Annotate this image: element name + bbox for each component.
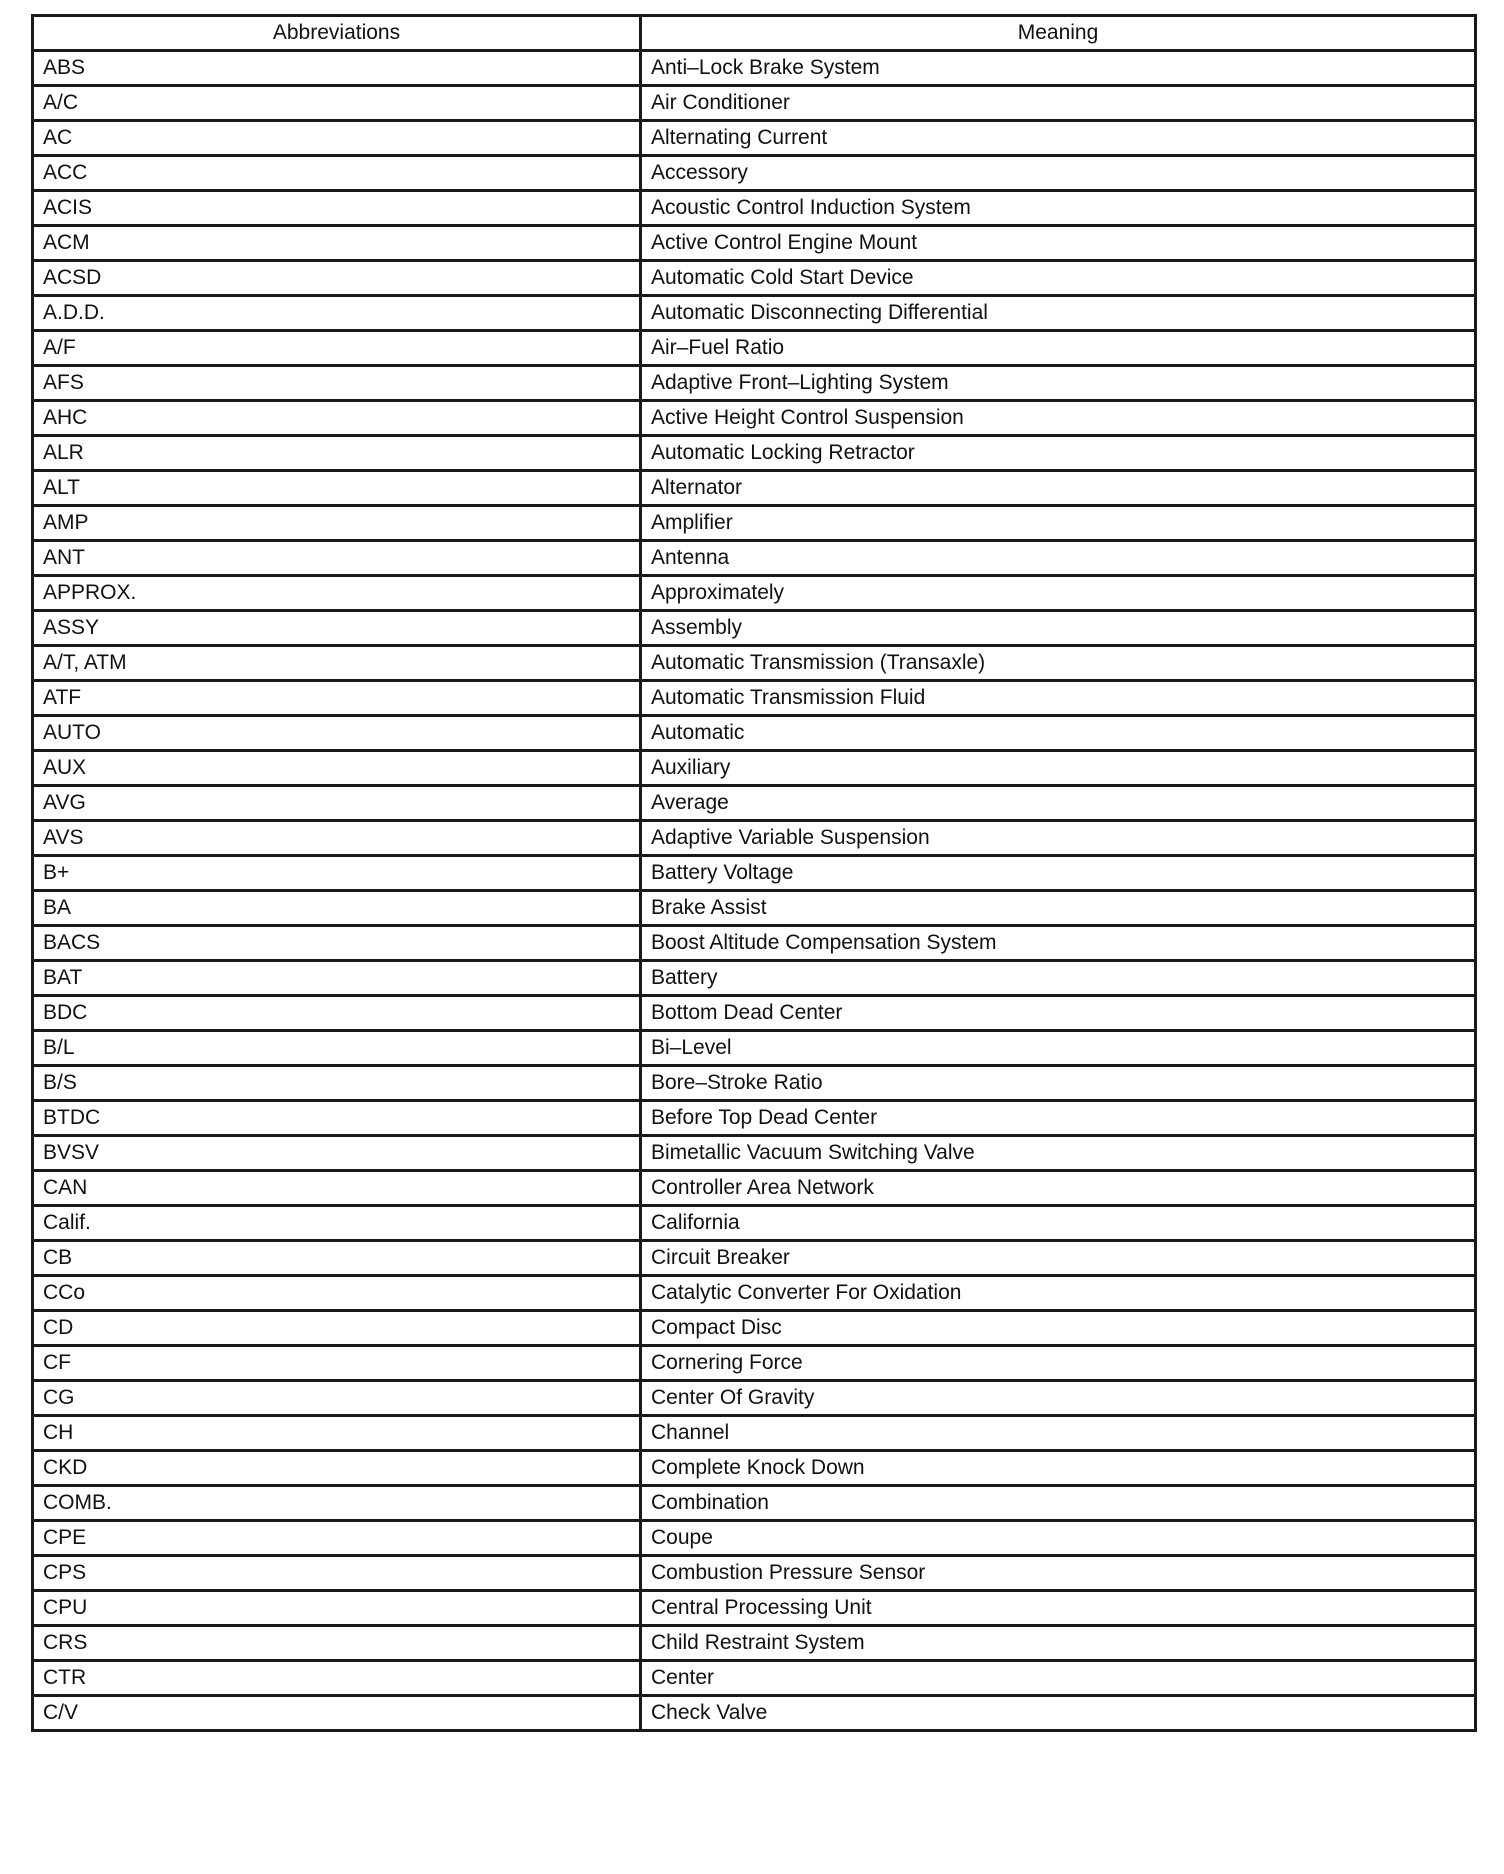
table-row: [33, 891, 1476, 926]
table-row: [33, 786, 1476, 821]
abbreviation-cell: ATF: [33, 681, 641, 716]
meaning-cell: Auxiliary: [641, 751, 1476, 786]
table-row: [33, 926, 1476, 961]
meaning-cell: Controller Area Network: [641, 1171, 1476, 1206]
table-row: [33, 51, 1476, 86]
abbreviation-cell: CAN: [33, 1171, 641, 1206]
table-row: [33, 471, 1476, 506]
table-row: [33, 156, 1476, 191]
meaning-cell: Bimetallic Vacuum Switching Valve: [641, 1136, 1476, 1171]
meaning-cell: Automatic Transmission Fluid: [641, 681, 1476, 716]
abbreviation-cell: CG: [33, 1381, 641, 1416]
table-row: [33, 1346, 1476, 1381]
abbreviation-cell: B/L: [33, 1031, 641, 1066]
table-row: [33, 1486, 1476, 1521]
table-row: [33, 576, 1476, 611]
table-row: [33, 611, 1476, 646]
table-row: [33, 716, 1476, 751]
abbreviation-cell: CF: [33, 1346, 641, 1381]
abbreviation-cell: CCo: [33, 1276, 641, 1311]
meaning-cell: Battery: [641, 961, 1476, 996]
abbreviation-cell: A/T, ATM: [33, 646, 641, 681]
abbreviation-cell: ACSD: [33, 261, 641, 296]
meaning-cell: Compact Disc: [641, 1311, 1476, 1346]
table-row: [33, 541, 1476, 576]
abbreviation-cell: BVSV: [33, 1136, 641, 1171]
table-row: [33, 296, 1476, 331]
meaning-cell: Air–Fuel Ratio: [641, 331, 1476, 366]
meaning-cell: Coupe: [641, 1521, 1476, 1556]
abbreviation-cell: CKD: [33, 1451, 641, 1486]
table-row: [33, 996, 1476, 1031]
abbreviation-cell: AMP: [33, 506, 641, 541]
abbreviation-cell: CRS: [33, 1626, 641, 1661]
meaning-cell: Child Restraint System: [641, 1626, 1476, 1661]
table-row: [33, 1031, 1476, 1066]
table-row: [33, 331, 1476, 366]
abbreviation-cell: AC: [33, 121, 641, 156]
abbreviation-cell: A.D.D.: [33, 296, 641, 331]
abbreviation-cell: CH: [33, 1416, 641, 1451]
table-row: [33, 1241, 1476, 1276]
meaning-cell: Acoustic Control Induction System: [641, 191, 1476, 226]
table-row: [33, 1136, 1476, 1171]
table-row: [33, 821, 1476, 856]
table-row: [33, 191, 1476, 226]
meaning-cell: Alternator: [641, 471, 1476, 506]
meaning-cell: Approximately: [641, 576, 1476, 611]
abbreviation-cell: ACM: [33, 226, 641, 261]
meaning-cell: Air Conditioner: [641, 86, 1476, 121]
meaning-cell: Bottom Dead Center: [641, 996, 1476, 1031]
abbreviation-cell: COMB.: [33, 1486, 641, 1521]
table-row: [33, 751, 1476, 786]
table-row: [33, 1591, 1476, 1626]
abbreviation-cell: BA: [33, 891, 641, 926]
meaning-cell: Accessory: [641, 156, 1476, 191]
meaning-cell: Channel: [641, 1416, 1476, 1451]
meaning-cell: Antenna: [641, 541, 1476, 576]
table-row: [33, 961, 1476, 996]
meaning-cell: Automatic: [641, 716, 1476, 751]
meaning-cell: Complete Knock Down: [641, 1451, 1476, 1486]
abbreviation-cell: B/S: [33, 1066, 641, 1101]
abbreviation-cell: CPS: [33, 1556, 641, 1591]
table-row: [33, 436, 1476, 471]
meaning-cell: Bi–Level: [641, 1031, 1476, 1066]
abbreviation-cell: A/F: [33, 331, 641, 366]
meaning-cell: Brake Assist: [641, 891, 1476, 926]
abbreviation-cell: CPE: [33, 1521, 641, 1556]
abbreviation-cell: AHC: [33, 401, 641, 436]
meaning-cell: Automatic Locking Retractor: [641, 436, 1476, 471]
abbreviation-cell: ALT: [33, 471, 641, 506]
abbreviation-cell: A/C: [33, 86, 641, 121]
table-row: [33, 1276, 1476, 1311]
meaning-cell: Check Valve: [641, 1696, 1476, 1731]
meaning-cell: Central Processing Unit: [641, 1591, 1476, 1626]
meaning-cell: Center: [641, 1661, 1476, 1696]
abbreviation-cell: CD: [33, 1311, 641, 1346]
meaning-cell: Assembly: [641, 611, 1476, 646]
table-row: [33, 121, 1476, 156]
table-row: [33, 1381, 1476, 1416]
meaning-cell: Automatic Transmission (Transaxle): [641, 646, 1476, 681]
meaning-cell: Automatic Cold Start Device: [641, 261, 1476, 296]
meaning-cell: Boost Altitude Compensation System: [641, 926, 1476, 961]
meaning-cell: Before Top Dead Center: [641, 1101, 1476, 1136]
abbreviation-cell: BACS: [33, 926, 641, 961]
table-header: [33, 16, 1476, 51]
abbreviation-cell: ANT: [33, 541, 641, 576]
meaning-cell: Bore–Stroke Ratio: [641, 1066, 1476, 1101]
meaning-cell: Active Height Control Suspension: [641, 401, 1476, 436]
abbreviations-table: [31, 14, 1477, 1732]
header-row: [33, 16, 1476, 51]
table-row: [33, 1206, 1476, 1241]
table-row: [33, 1101, 1476, 1136]
abbreviations-table-container: [31, 14, 1474, 1732]
table-row: [33, 86, 1476, 121]
abbreviation-cell: C/V: [33, 1696, 641, 1731]
meaning-cell: Automatic Disconnecting Differential: [641, 296, 1476, 331]
table-body: [33, 51, 1476, 1731]
table-row: [33, 1451, 1476, 1486]
meaning-cell: Catalytic Converter For Oxidation: [641, 1276, 1476, 1311]
meaning-cell: Anti–Lock Brake System: [641, 51, 1476, 86]
table-row: [33, 646, 1476, 681]
meaning-cell: Center Of Gravity: [641, 1381, 1476, 1416]
table-row: [33, 1556, 1476, 1591]
abbreviation-cell: B+: [33, 856, 641, 891]
meaning-cell: Amplifier: [641, 506, 1476, 541]
table-row: [33, 1626, 1476, 1661]
table-row: [33, 506, 1476, 541]
abbreviation-cell: AUTO: [33, 716, 641, 751]
abbreviation-cell: CTR: [33, 1661, 641, 1696]
table-row: [33, 366, 1476, 401]
abbreviation-cell: CB: [33, 1241, 641, 1276]
meaning-cell: Cornering Force: [641, 1346, 1476, 1381]
table-row: [33, 1696, 1476, 1731]
abbreviation-cell: BAT: [33, 961, 641, 996]
meaning-cell: Combination: [641, 1486, 1476, 1521]
meaning-cell: Alternating Current: [641, 121, 1476, 156]
abbreviation-cell: ASSY: [33, 611, 641, 646]
abbreviation-cell: CPU: [33, 1591, 641, 1626]
meaning-cell: Adaptive Variable Suspension: [641, 821, 1476, 856]
abbreviation-cell: AVG: [33, 786, 641, 821]
meaning-cell: Combustion Pressure Sensor: [641, 1556, 1476, 1591]
table-row: [33, 1521, 1476, 1556]
table-row: [33, 856, 1476, 891]
abbreviation-cell: APPROX.: [33, 576, 641, 611]
meaning-cell: California: [641, 1206, 1476, 1241]
abbreviation-cell: BDC: [33, 996, 641, 1031]
abbreviation-cell: ABS: [33, 51, 641, 86]
meaning-cell: Average: [641, 786, 1476, 821]
header-meaning: Meaning: [641, 16, 1476, 51]
table-row: [33, 1311, 1476, 1346]
meaning-cell: Battery Voltage: [641, 856, 1476, 891]
header-abbreviations: Abbreviations: [33, 16, 641, 51]
table-row: [33, 1171, 1476, 1206]
table-row: [33, 1066, 1476, 1101]
abbreviation-cell: AVS: [33, 821, 641, 856]
meaning-cell: Circuit Breaker: [641, 1241, 1476, 1276]
table-row: [33, 681, 1476, 716]
meaning-cell: Active Control Engine Mount: [641, 226, 1476, 261]
abbreviation-cell: ACIS: [33, 191, 641, 226]
table-row: [33, 226, 1476, 261]
table-row: [33, 1416, 1476, 1451]
meaning-cell: Adaptive Front–Lighting System: [641, 366, 1476, 401]
table-row: [33, 401, 1476, 436]
abbreviation-cell: AUX: [33, 751, 641, 786]
table-row: [33, 1661, 1476, 1696]
abbreviation-cell: ALR: [33, 436, 641, 471]
abbreviation-cell: BTDC: [33, 1101, 641, 1136]
abbreviation-cell: Calif.: [33, 1206, 641, 1241]
table-row: [33, 261, 1476, 296]
abbreviation-cell: ACC: [33, 156, 641, 191]
abbreviation-cell: AFS: [33, 366, 641, 401]
